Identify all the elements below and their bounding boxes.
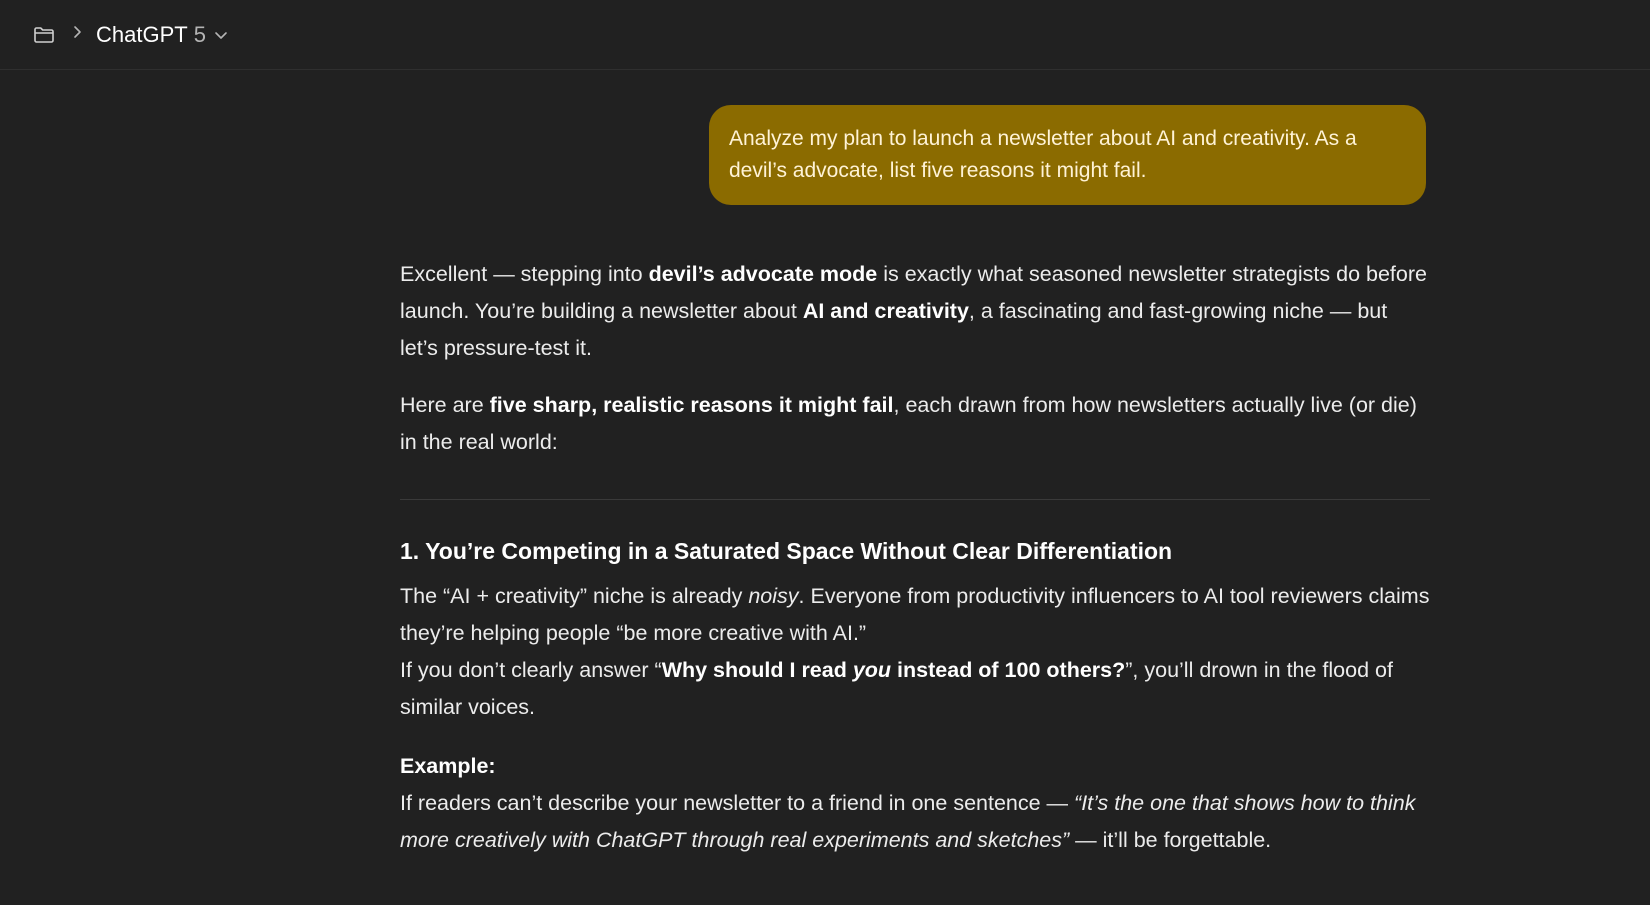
text: The “AI + creativity” niche is already <box>400 584 749 608</box>
bold-text: devil’s advocate mode <box>648 262 878 286</box>
text: ”, you’ll drown in the flood of similar voices. <box>400 658 1393 719</box>
bold-italic-text: you <box>852 658 892 682</box>
assistant-response <box>400 256 1430 859</box>
response-intro <box>400 256 1430 367</box>
text: — it’ll be forgettable. <box>1069 828 1272 852</box>
section-paragraph <box>400 578 1430 726</box>
bold-text: five sharp, realistic reasons it might fail <box>489 393 894 417</box>
top-bar <box>0 0 1650 70</box>
model-selector[interactable] <box>96 22 230 48</box>
model-name: ChatGPT <box>96 21 188 47</box>
italic-text: “It’s the one that shows how to think more creatively with ChatGPT through real experiments and sketches” <box>400 791 1416 852</box>
section-heading: 1. You’re Competing in a Saturated Space Without Clear Differentiation <box>400 538 1173 564</box>
text: is exactly what seasoned newsletter strategists do before launch. You’re building a newsletter about <box>400 262 1427 323</box>
folder-icon[interactable] <box>32 23 56 47</box>
divider <box>400 499 1430 500</box>
chevron-down-icon <box>212 26 230 44</box>
user-message-bubble <box>709 105 1426 205</box>
user-message-text: Analyze my plan to launch a newsletter about AI and creativity. As a devil’s advocate, list five reasons it might fail. <box>729 127 1357 182</box>
bold-text: instead of 100 others? <box>891 658 1126 682</box>
text: . Everyone from productivity influencers to AI tool reviewers claims they’re helping people “be more creative with AI.” <box>400 584 1430 645</box>
bold-text: Why should I read <box>661 658 853 682</box>
text: If you don’t clearly answer “ <box>400 658 662 682</box>
text: If readers can’t describe your newsletter to a friend in one sentence — <box>400 791 1075 815</box>
bold-text: AI and creativity <box>802 299 969 323</box>
example-label: Example: <box>400 754 496 778</box>
text: Here are <box>400 393 490 417</box>
text: , a fascinating and fast-growing niche — but let’s pressure-test it. <box>400 299 1388 360</box>
text: , each drawn from how newsletters actually live (or die) in the real world: <box>400 393 1417 454</box>
example-paragraph <box>400 785 1430 859</box>
response-lead <box>400 387 1430 461</box>
text: Excellent — stepping into <box>400 262 649 286</box>
model-version: 5 <box>193 21 206 47</box>
italic-text: noisy <box>748 584 799 608</box>
chevron-right-icon <box>56 23 96 46</box>
